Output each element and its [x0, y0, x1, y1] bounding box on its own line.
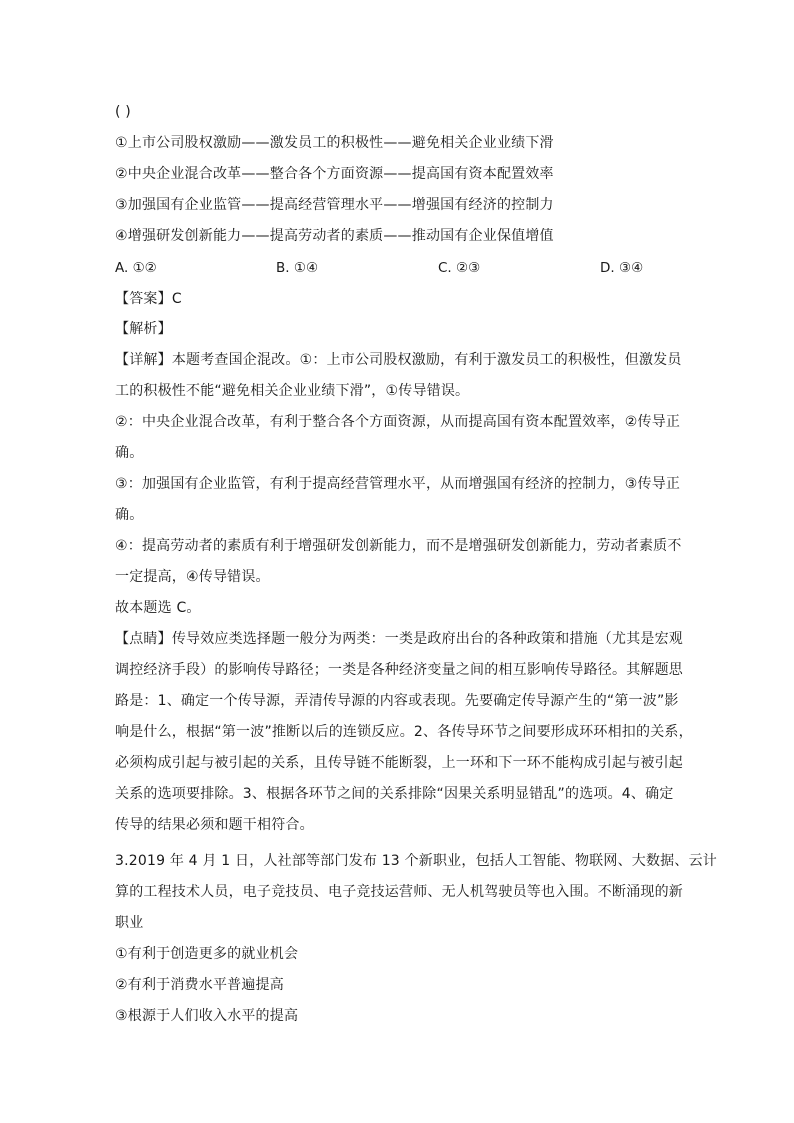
- tip-text: 传导效应类选择题一般分为两类：一类是政府出台的各种政策和措施（尤其是宏观: [171, 631, 684, 647]
- option-d: D. ③④: [600, 260, 644, 276]
- option-c: C. ②③: [438, 260, 481, 276]
- option-a: A. ①②: [115, 260, 157, 276]
- detail-line-5: ③：加强国有企业监管，有利于提高经营管理水平，从而增强国有经济的控制力，③传导正: [115, 476, 681, 492]
- statement-1: ①上市公司股权激励——激发员工的积极性——避免相关企业业绩下滑: [115, 135, 554, 151]
- statement-3: ③加强国有企业监管——提高经营管理水平——增强国有经济的控制力: [115, 197, 554, 213]
- tip-line-5: 必须构成引起与被引起的关系，且传导链不能断裂，上一环和下一环不能构成引起与被引起: [115, 755, 683, 771]
- detail-conclusion: 故本题选 C。: [115, 600, 201, 616]
- question3-line-2: 算的工程技术人员，电子竞技员、电子竞技运营师、无人机驾驶员等也入围。不断涌现的新: [115, 884, 683, 900]
- detail-line-2: 工的积极性不能“避免相关企业业绩下滑”，①传导错误。: [115, 383, 470, 399]
- answer-value: C: [171, 291, 182, 307]
- q3-statement-3: ③根源于人们收入水平的提高: [115, 1008, 299, 1024]
- detail-line-1: [115, 350, 682, 370]
- q3-statement-2: ②有利于消费水平普遍提高: [115, 977, 284, 993]
- tip-tag: 【点睛】: [115, 631, 172, 647]
- tip-line-4: 响是什么，根据“第一波”推断以后的连锁反应。2、各传导环节之间要形成环环相扣的关系，: [115, 724, 693, 740]
- detail-line-4: 确。: [115, 445, 144, 461]
- tip-line-3: 路是：1、确定一个传导源，弄清传导源的内容或表现。先要确定传导源产生的“第一波”影: [115, 693, 679, 709]
- answer-line: [115, 289, 182, 309]
- tip-line-6: 关系的选项要排除。3、根据各环节之间的关系排除“因果关系明显错乱”的选项。4、确定: [115, 786, 674, 802]
- analysis-tag: 【解析】: [115, 321, 172, 337]
- statement-4: ④增强研发创新能力——提高劳动者的素质——推动国有企业保值增值: [115, 228, 554, 244]
- detail-text: 本题考查国企混改。①：上市公司股权激励，有利于激发员工的积极性，但激发员: [171, 352, 682, 368]
- detail-line-3: ②：中央企业混合改革，有利于整合各个方面资源，从而提高国有资本配置效率，②传导正: [115, 414, 681, 430]
- detail-tag: 【详解】: [115, 352, 172, 368]
- question-bracket: ( ): [115, 104, 131, 120]
- question3-line-3: 职业: [115, 915, 144, 931]
- detail-line-8: 一定提高，④传导错误。: [115, 569, 270, 585]
- detail-line-7: ④：提高劳动者的素质有利于增强研发创新能力，而不是增强研发创新能力，劳动者素质不: [115, 538, 682, 554]
- q3-statement-1: ①有利于创造更多的就业机会: [115, 946, 299, 962]
- option-b: B. ①④: [276, 260, 319, 276]
- tip-line-7: 传导的结果必须和题干相符合。: [115, 817, 314, 833]
- statement-2: ②中央企业混合改革——整合各个方面资源——提高国有资本配置效率: [115, 166, 554, 182]
- detail-line-6: 确。: [115, 507, 144, 523]
- question3-line-1: 3.2019 年 4 月 1 日，人社部等部门发布 13 个新职业，包括人工智能、物联网、大数据、云计: [115, 853, 717, 869]
- tip-line-2: 调控经济手段）的影响传导路径；一类是各种经济变量之间的相互影响传导路径。其解题思: [115, 662, 683, 678]
- tip-line-1: [115, 629, 683, 649]
- answer-tag: 【答案】: [115, 291, 172, 307]
